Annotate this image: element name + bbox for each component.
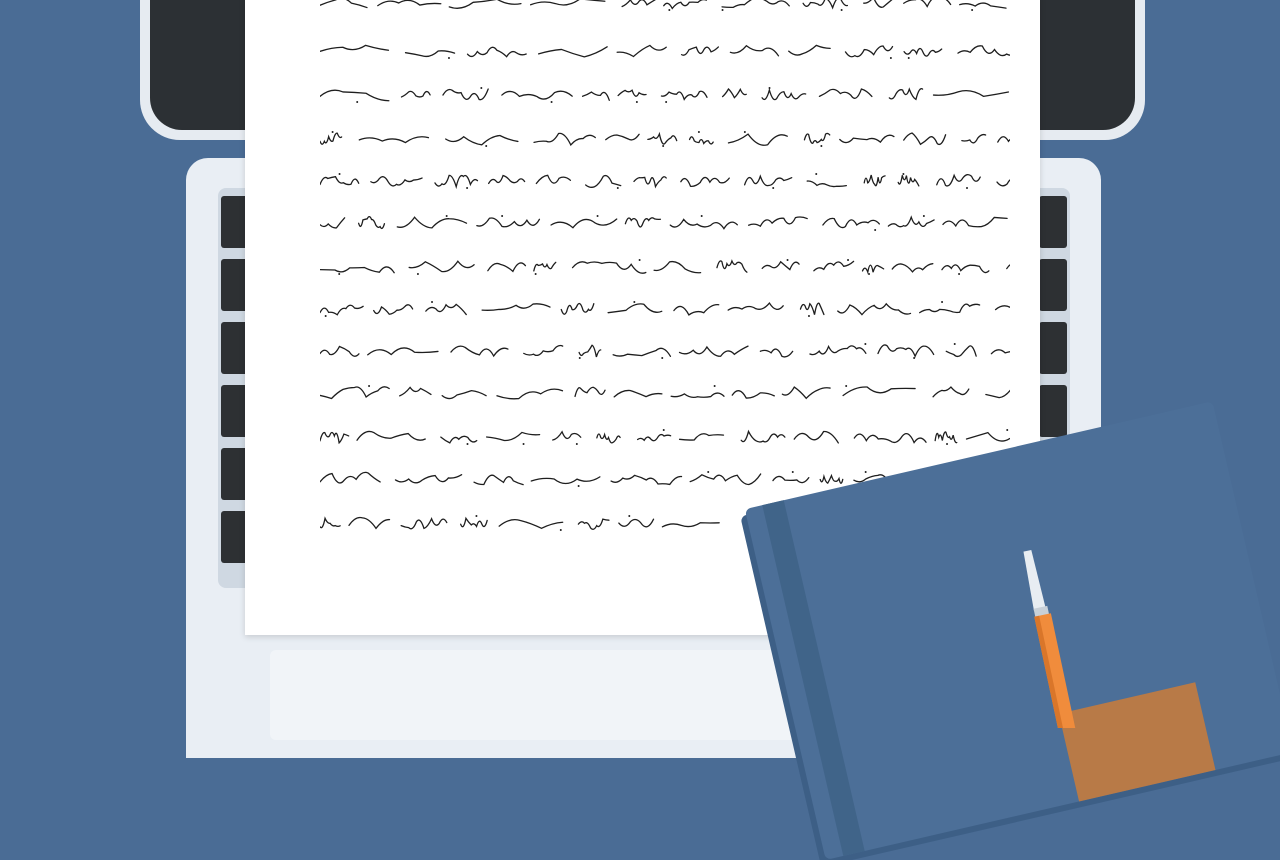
handwritten-word xyxy=(1007,264,1010,269)
handwritten-word xyxy=(401,91,430,97)
handwritten-word xyxy=(573,262,646,273)
handwritten-word xyxy=(409,261,474,271)
handwritten-word xyxy=(320,90,389,101)
handwritten-word xyxy=(357,431,425,440)
handwritten-word xyxy=(320,218,345,228)
handwritten-word xyxy=(845,46,892,57)
handwritten-word xyxy=(864,0,893,7)
handwritten-dot xyxy=(847,259,849,261)
handwritten-word xyxy=(622,0,655,7)
handwritten-word xyxy=(320,305,363,314)
handwritten-line xyxy=(320,86,1010,100)
handwritten-dot xyxy=(466,443,468,445)
handwritten-dot xyxy=(958,273,960,275)
handwritten-word xyxy=(807,181,846,187)
handwritten-word xyxy=(359,217,385,229)
handwritten-dot xyxy=(787,259,789,261)
handwritten-word xyxy=(446,136,518,145)
handwritten-word xyxy=(378,0,441,5)
handwritten-word xyxy=(534,133,595,145)
handwritten-word xyxy=(400,387,431,395)
handwritten-word xyxy=(664,0,707,8)
key xyxy=(1039,196,1067,248)
handwritten-word xyxy=(488,263,526,271)
handwritten-word xyxy=(690,137,714,144)
handwritten-line xyxy=(320,0,1010,8)
handwritten-dot xyxy=(890,57,892,59)
handwritten-dot xyxy=(431,301,433,303)
handwritten-word xyxy=(441,436,477,443)
handwritten-word xyxy=(800,303,823,314)
handwritten-dot xyxy=(576,443,578,445)
handwritten-dot xyxy=(578,485,580,487)
handwritten-word xyxy=(617,45,666,56)
handwritten-dot xyxy=(466,187,468,189)
handwritten-word xyxy=(579,345,601,357)
handwritten-dot xyxy=(639,259,641,261)
handwritten-word xyxy=(524,345,563,355)
handwritten-word xyxy=(426,304,466,314)
handwritten-dot xyxy=(808,315,810,317)
handwritten-dot xyxy=(722,9,724,11)
handwritten-word xyxy=(892,264,933,272)
handwritten-dot xyxy=(772,187,774,189)
handwritten-word xyxy=(497,389,563,399)
handwritten-word xyxy=(662,523,719,527)
handwritten-word xyxy=(942,265,989,273)
handwritten-word xyxy=(634,177,666,187)
handwritten-word xyxy=(551,219,617,228)
handwritten-word xyxy=(962,135,986,143)
handwritten-word xyxy=(804,133,829,143)
handwritten-word xyxy=(934,91,1009,97)
pen-clip xyxy=(1022,550,1046,611)
handwritten-dot xyxy=(417,273,419,275)
handwritten-word xyxy=(814,261,854,270)
handwritten-word xyxy=(904,133,946,144)
handwritten-word xyxy=(539,47,608,57)
handwritten-dot xyxy=(480,87,482,89)
handwritten-word xyxy=(371,177,422,186)
handwritten-line xyxy=(320,172,1010,186)
handwritten-dot xyxy=(475,515,477,517)
handwritten-dot xyxy=(820,145,822,147)
handwritten-word xyxy=(648,134,677,144)
handwritten-word xyxy=(320,346,359,356)
handwritten-word xyxy=(654,262,701,273)
handwritten-word xyxy=(397,217,466,228)
handwritten-dot xyxy=(332,131,334,133)
handwritten-word xyxy=(583,92,610,100)
handwritten-dot xyxy=(698,131,700,133)
handwritten-dot xyxy=(868,273,870,275)
handwritten-word xyxy=(898,175,919,186)
handwritten-line xyxy=(320,300,1010,314)
handwritten-word xyxy=(680,434,724,440)
handwritten-line xyxy=(320,42,1010,56)
handwritten-dot xyxy=(971,9,973,11)
handwritten-word xyxy=(762,262,799,270)
handwritten-word xyxy=(728,303,783,310)
handwritten-word xyxy=(487,432,540,440)
handwritten-word xyxy=(681,177,729,186)
handwritten-word xyxy=(614,390,662,396)
handwritten-dot xyxy=(636,101,638,103)
handwritten-dot xyxy=(633,301,635,303)
handwritten-dot xyxy=(714,385,716,387)
handwritten-word xyxy=(320,518,340,527)
handwritten-dot xyxy=(665,101,667,103)
handwritten-word xyxy=(682,47,719,55)
handwritten-dot xyxy=(661,357,663,359)
handwritten-dot xyxy=(923,215,925,217)
handwritten-word xyxy=(608,304,662,313)
handwritten-word xyxy=(745,176,792,185)
handwritten-word xyxy=(320,387,389,399)
handwritten-word xyxy=(625,218,660,227)
handwritten-word xyxy=(680,346,749,356)
handwritten-word xyxy=(722,0,789,7)
handwritten-dot xyxy=(501,215,503,217)
handwritten-dot xyxy=(902,173,904,175)
handwritten-word xyxy=(449,0,521,8)
handwritten-word xyxy=(482,304,550,311)
handwritten-word xyxy=(920,304,980,312)
handwritten-dot xyxy=(841,9,843,11)
handwritten-word xyxy=(451,346,508,356)
handwritten-word xyxy=(368,348,438,355)
handwritten-dot xyxy=(551,101,553,103)
handwritten-word xyxy=(536,175,570,183)
handwritten-word xyxy=(996,305,1010,313)
handwritten-word xyxy=(320,0,367,8)
handwritten-word xyxy=(638,435,671,441)
handwritten-word xyxy=(401,519,447,529)
handwritten-word xyxy=(320,472,380,483)
handwritten-word xyxy=(553,432,581,440)
handwritten-word xyxy=(723,89,747,98)
handwritten-word xyxy=(442,391,486,399)
handwritten-word xyxy=(864,175,885,186)
handwritten-dot xyxy=(368,385,370,387)
handwritten-dot xyxy=(668,9,670,11)
handwritten-word xyxy=(730,46,778,56)
handwritten-word xyxy=(468,47,527,56)
handwritten-word xyxy=(823,218,879,227)
handwritten-word xyxy=(531,477,600,484)
handwritten-word xyxy=(531,0,605,5)
handwritten-word xyxy=(561,304,594,315)
handwritten-word xyxy=(674,305,719,315)
handwritten-dot xyxy=(325,315,327,317)
handwritten-word xyxy=(619,519,654,527)
notebook-cover xyxy=(745,401,1280,860)
handwritten-dot xyxy=(663,429,665,431)
handwritten-dot xyxy=(874,229,876,231)
handwritten-word xyxy=(606,134,639,140)
handwritten-word xyxy=(502,91,572,99)
handwritten-word xyxy=(320,267,394,273)
handwritten-word xyxy=(717,261,747,272)
handwritten-word xyxy=(534,262,556,271)
handwritten-word xyxy=(760,349,792,357)
handwritten-word xyxy=(477,218,540,227)
handwritten-word xyxy=(789,45,830,55)
handwritten-word xyxy=(618,90,646,96)
handwritten-dot xyxy=(908,57,910,59)
handwritten-word xyxy=(443,89,488,100)
handwritten-word xyxy=(461,518,488,526)
handwritten-word xyxy=(499,520,562,529)
handwritten-word xyxy=(578,519,609,529)
handwritten-dot xyxy=(744,131,746,133)
handwritten-word xyxy=(888,217,934,227)
handwritten-word xyxy=(406,51,455,57)
handwritten-word xyxy=(749,217,808,226)
handwritten-dot xyxy=(356,101,358,103)
handwritten-dot xyxy=(662,145,664,147)
handwritten-word xyxy=(374,305,413,314)
handwritten-word xyxy=(762,90,806,100)
handwritten-word xyxy=(997,177,1010,187)
handwritten-word xyxy=(819,89,871,98)
handwritten-word xyxy=(670,219,737,228)
handwritten-word xyxy=(838,304,911,315)
handwritten-word xyxy=(661,91,707,99)
handwritten-dot xyxy=(535,273,537,275)
handwritten-word xyxy=(320,177,359,185)
handwritten-dot xyxy=(560,529,562,531)
handwritten-word xyxy=(320,45,388,51)
handwritten-dot xyxy=(941,301,943,303)
handwritten-dot xyxy=(339,173,341,175)
handwritten-dot xyxy=(707,471,709,473)
handwritten-line xyxy=(320,130,1010,144)
handwritten-word xyxy=(611,475,681,484)
handwritten-word xyxy=(597,434,620,443)
handwritten-word xyxy=(320,133,342,144)
handwritten-dot xyxy=(815,173,817,175)
handwritten-line xyxy=(320,342,1010,356)
handwritten-dot xyxy=(628,515,630,517)
handwritten-dot xyxy=(485,145,487,147)
handwritten-word xyxy=(958,46,1010,56)
handwritten-word xyxy=(960,3,1006,8)
handwritten-word xyxy=(803,0,847,8)
handwritten-dot xyxy=(966,187,968,189)
handwritten-dot xyxy=(523,443,525,445)
handwritten-line xyxy=(320,214,1010,228)
handwritten-word xyxy=(489,176,525,184)
handwritten-word xyxy=(395,475,461,483)
handwritten-dot xyxy=(954,343,956,345)
handwritten-dot xyxy=(864,343,866,345)
handwritten-word xyxy=(671,393,724,397)
handwritten-word xyxy=(359,137,428,143)
handwritten-word xyxy=(349,517,390,528)
handwritten-dot xyxy=(701,215,703,217)
handwritten-word xyxy=(889,89,922,100)
handwritten-line xyxy=(320,258,1010,272)
handwritten-dot xyxy=(597,215,599,217)
handwritten-word xyxy=(613,348,670,356)
handwritten-word xyxy=(575,387,605,396)
handwritten-word xyxy=(863,265,884,272)
handwritten-word xyxy=(943,217,1007,226)
handwritten-word xyxy=(840,135,894,142)
handwritten-word xyxy=(728,134,787,145)
handwritten-word xyxy=(904,49,942,57)
handwritten-word xyxy=(810,346,866,355)
handwritten-word xyxy=(904,0,951,6)
handwritten-word xyxy=(937,175,980,186)
pen-icon xyxy=(1020,548,1080,728)
handwritten-word xyxy=(474,475,523,484)
key xyxy=(1039,259,1067,311)
handwritten-word xyxy=(998,137,1010,145)
handwritten-word xyxy=(435,175,478,186)
handwritten-dot xyxy=(769,87,771,89)
handwritten-word xyxy=(320,432,349,442)
handwritten-dot xyxy=(617,187,619,189)
handwritten-word xyxy=(586,176,621,188)
handwritten-dot xyxy=(446,215,448,217)
handwritten-dot xyxy=(579,357,581,359)
handwritten-dot xyxy=(448,57,450,59)
handwritten-dot xyxy=(338,273,340,275)
